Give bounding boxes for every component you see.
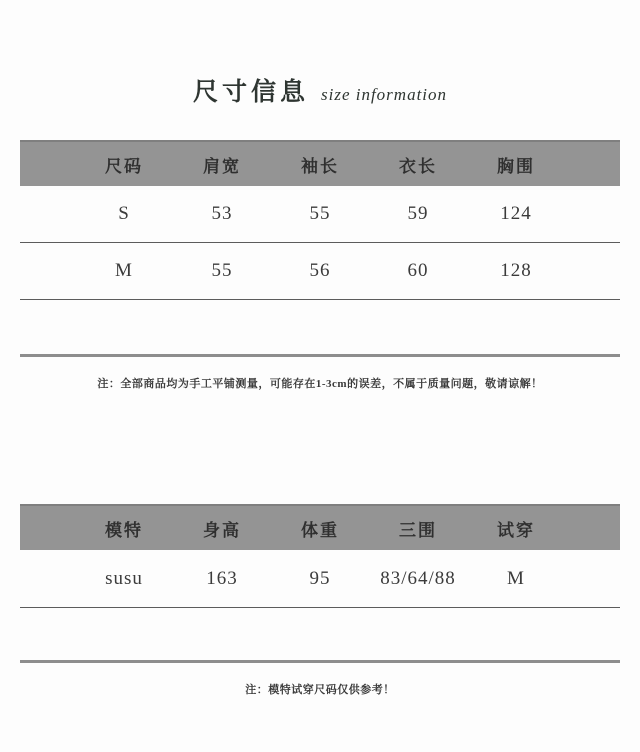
cell-length: 59 <box>407 203 429 224</box>
model-table-header-row <box>20 504 620 550</box>
measurement-note: 注：全部商品均为手工平铺测量，可能存在1-3cm的误差，不属于质量问题，敬请谅解！ <box>97 378 543 390</box>
model-table-header-measurements: 三围 <box>399 520 437 540</box>
cell-weight: 95 <box>309 567 331 589</box>
cell-length: 60 <box>407 260 429 281</box>
cell-shoulder: 55 <box>211 260 233 281</box>
cell-sleeve: 56 <box>309 260 331 281</box>
page-title-cn: 尺寸信息 <box>192 79 309 106</box>
page-title-en: size information <box>320 85 448 104</box>
size-table-header-bust: 胸围 <box>497 156 535 176</box>
table-row-empty <box>20 300 620 357</box>
table-row-model <box>20 550 620 608</box>
size-table-header-length: 衣长 <box>399 156 437 176</box>
table-row-size-m <box>20 243 620 300</box>
cell-measurements: 83/64/88 <box>380 567 456 589</box>
cell-bust: 124 <box>500 203 532 224</box>
cell-sleeve: 55 <box>309 203 331 224</box>
page-title <box>0 72 640 108</box>
size-table-header-sleeve: 袖长 <box>301 156 339 176</box>
size-table-header-row <box>20 140 620 186</box>
model-table <box>20 504 620 663</box>
table-row-size-s <box>20 186 620 243</box>
cell-model-name: susu <box>105 567 143 589</box>
model-table-header-height: 身高 <box>203 520 241 540</box>
size-table-header-size: 尺码 <box>105 156 143 176</box>
model-table-header-weight: 体重 <box>301 520 339 540</box>
size-table <box>20 140 620 357</box>
model-note: 注：模特试穿尺码仅供参考！ <box>245 684 395 696</box>
cell-height: 163 <box>206 567 238 589</box>
cell-size: S <box>118 203 130 224</box>
cell-fitting-size: M <box>507 567 525 589</box>
table-row-empty <box>20 608 620 663</box>
cell-shoulder: 53 <box>211 203 233 224</box>
model-table-header-fitting: 试穿 <box>497 520 535 540</box>
cell-size: M <box>115 260 133 281</box>
cell-bust: 128 <box>500 260 532 281</box>
size-table-header-shoulder: 肩宽 <box>203 156 241 176</box>
model-table-header-model: 模特 <box>105 520 143 540</box>
